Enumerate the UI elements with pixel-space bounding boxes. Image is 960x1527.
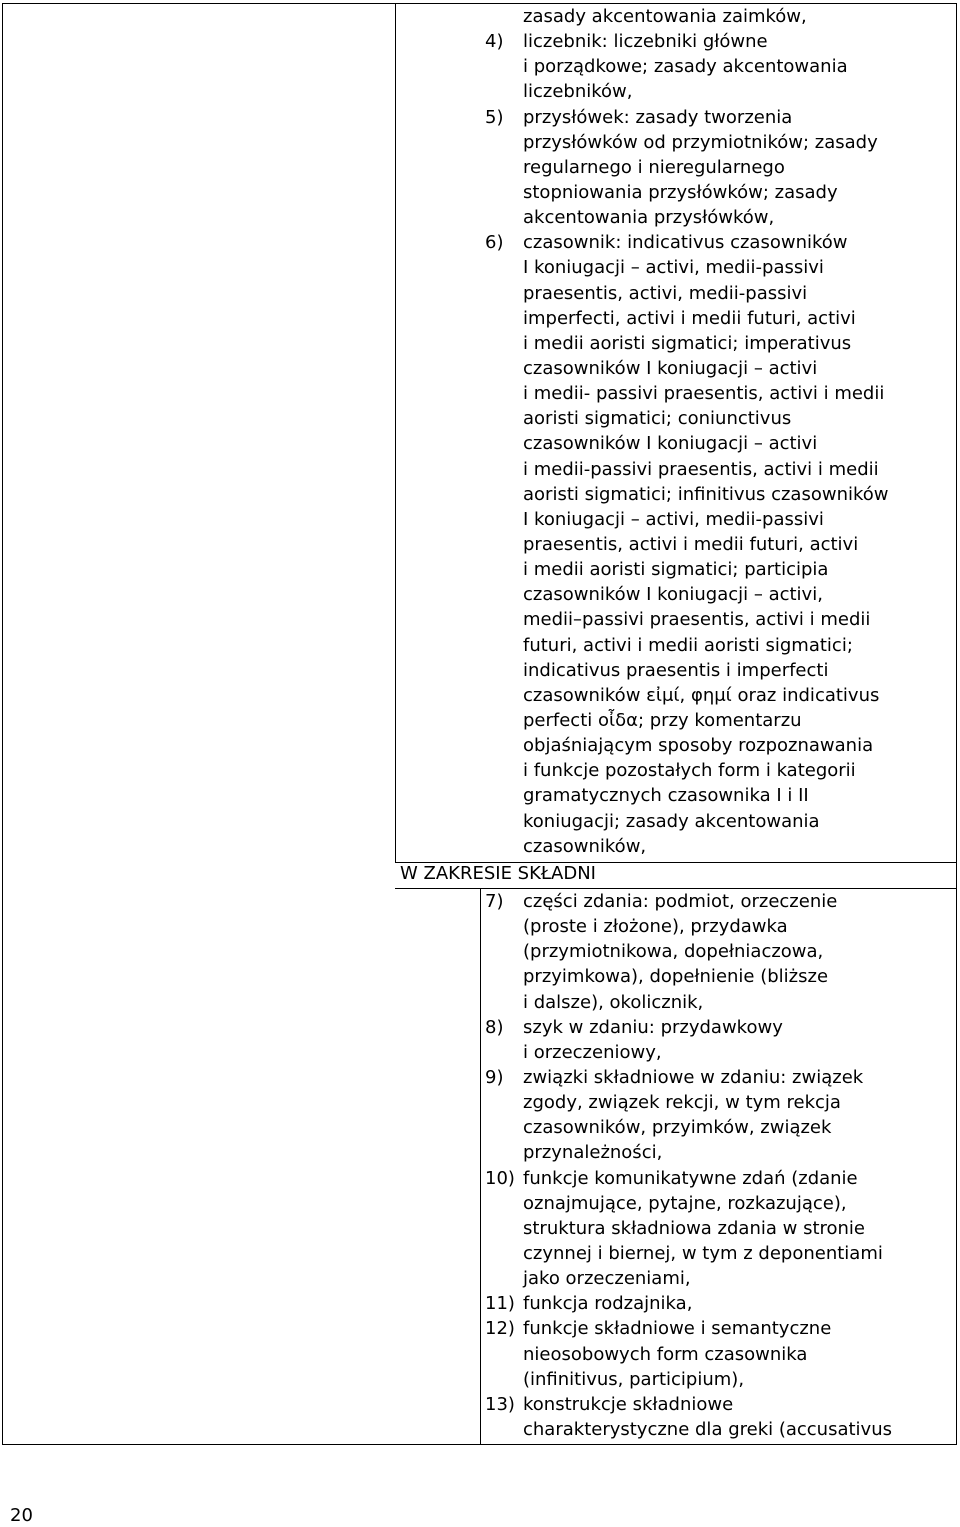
item-text: funkcje komunikatywne zdań (zdanie <box>523 1167 858 1189</box>
item-number: 8) <box>485 1016 504 1038</box>
item-text: i medii aoristi sigmatici; imperativus <box>523 332 852 354</box>
item-text: funkcje składniowe i semantyczne <box>523 1318 832 1340</box>
item-text: czasowników I koniugacji – activi, <box>523 584 823 606</box>
section-heading: W ZAKRESIE SKŁADNI <box>400 863 596 884</box>
table-divider-vertical <box>395 4 396 862</box>
item-number: 11) <box>485 1293 515 1315</box>
item-text: perfecti οἶδα; przy komentarzu <box>523 709 802 731</box>
item-text: jako orzeczeniami, <box>523 1268 691 1290</box>
item-text: liczebnik: liczebniki główne <box>523 31 768 53</box>
item-number: 7) <box>485 891 504 912</box>
item-text: przynależności, <box>523 1142 663 1164</box>
item-text: czasowników, przyimków, związek <box>523 1117 832 1139</box>
item-text: (infinitivus, participium), <box>523 1368 745 1390</box>
item-text: charakterystyczne dla greki (accusativus <box>523 1418 892 1440</box>
item-text: imperfecti, activi i medii futuri, activi <box>523 307 856 329</box>
item-text: praesentis, activi, medii-passivi <box>523 282 808 304</box>
item-text: i orzeczeniowy, <box>523 1041 662 1063</box>
item-text: zgody, związek rekcji, w tym rekcja <box>523 1092 841 1114</box>
item-text: regularnego i nieregularnego <box>523 156 785 178</box>
item-text: akcentowania przysłówków, <box>523 207 775 229</box>
item-text: liczebników, <box>523 81 633 103</box>
item-text: konstrukcje składniowe <box>523 1393 734 1415</box>
item-text: oznajmujące, pytajne, rozkazujące), <box>523 1192 847 1214</box>
item-text: związki składniowe w zdaniu: związek <box>523 1066 864 1088</box>
item-number: 5) <box>485 106 504 128</box>
item-text: aoristi sigmatici; infinitivus czasowników <box>523 483 889 505</box>
item-text: czynnej i biernej, w tym z deponentiami <box>523 1242 883 1264</box>
item-text: futuri, activi i medii aoristi sigmatici; <box>523 634 853 656</box>
table-divider-vertical-inner <box>480 888 481 1444</box>
item-text: I koniugacji – activi, medii-passivi <box>523 257 824 279</box>
item-text: szyk w zdaniu: przydawkowy <box>523 1016 783 1038</box>
page-number: 20 <box>10 1505 33 1526</box>
item-text: i funkcje pozostałych form i kategorii <box>523 760 856 782</box>
item-number: 6) <box>485 232 504 254</box>
item-text: nieosobowych form czasownika <box>523 1343 808 1365</box>
item-text: czasownik: indicativus czasowników <box>523 232 848 254</box>
item-number: 9) <box>485 1066 504 1088</box>
item-number: 13) <box>485 1393 515 1415</box>
item-text: gramatycznych czasownika I i II <box>523 785 809 807</box>
item-text: praesentis, activi i medii futuri, activi <box>523 533 859 555</box>
item-text: przysłówków od przymiotników; zasady <box>523 131 878 153</box>
item-text: I koniugacji – activi, medii-passivi <box>523 508 824 530</box>
item-text: czasowników I koniugacji – activi <box>523 433 818 455</box>
item-text: (przymiotnikowa, dopełniaczowa, <box>523 941 824 963</box>
item-text: części zdania: podmiot, orzeczenie <box>523 891 838 912</box>
item-number: 4) <box>485 31 504 53</box>
item-text: stopniowania przysłówków; zasady <box>523 181 838 203</box>
item-text: i medii- passivi praesentis, activi i medii <box>523 383 885 405</box>
item-text: czasowników εἰμί, φημί oraz indicativus <box>523 684 880 706</box>
item-text: funkcja rodzajnika, <box>523 1293 693 1315</box>
item-text: i dalsze), okolicznik, <box>523 991 704 1013</box>
item-text: czasowników I koniugacji – activi <box>523 357 818 379</box>
item-text: objaśniającym sposoby rozpoznawania <box>523 735 874 757</box>
item-text: przyimkowa), dopełnienie (bliższe <box>523 966 829 988</box>
item-text: koniugacji; zasady akcentowania <box>523 810 820 832</box>
item-text: i porządkowe; zasady akcentowania <box>523 56 848 78</box>
item-text: (proste i złożone), przydawka <box>523 916 788 938</box>
item-text: czasowników, <box>523 835 647 857</box>
item-text: struktura składniowa zdania w stronie <box>523 1217 865 1239</box>
item-text: przysłówek: zasady tworzenia <box>523 106 793 128</box>
item-text: indicativus praesentis i imperfecti <box>523 659 829 681</box>
item-text: i medii-passivi praesentis, activi i medii <box>523 458 879 480</box>
item-text: aoristi sigmatici; coniunctivus <box>523 408 792 430</box>
item-text: zasady akcentowania zaimków, <box>523 6 807 27</box>
item-number: 12) <box>485 1318 515 1340</box>
item-text: i medii aoristi sigmatici; participia <box>523 559 829 581</box>
item-number: 10) <box>485 1167 515 1189</box>
item-text: medii–passivi praesentis, activi i medii <box>523 609 871 631</box>
